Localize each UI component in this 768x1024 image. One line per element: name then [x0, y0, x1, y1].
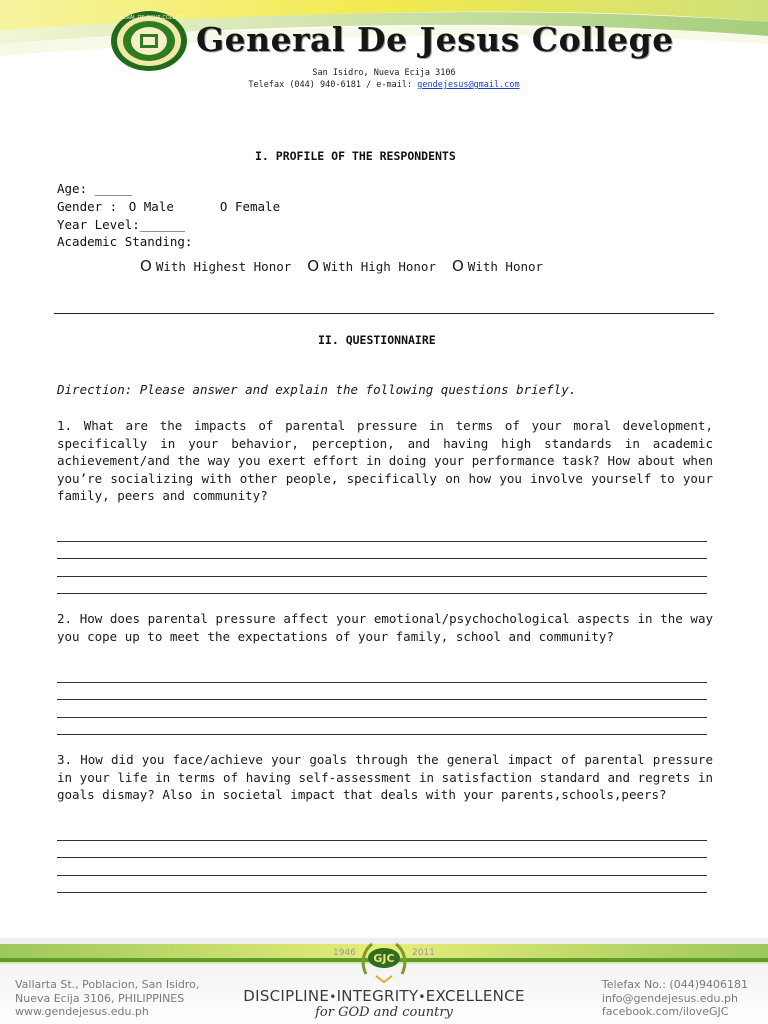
- question-1: 1. What are the impacts of parental pressure in terms of your moral development, specifically in your behavior, perception, and having high standards in academic achievement/and the way you exert effort in doing your performance task? How about when you’re socializing with other people, specifically on how you involve yourself to your family, peers and community?: [57, 418, 713, 504]
- letterhead: [0, 0, 768, 112]
- radio-circle-icon: O: [451, 257, 464, 275]
- footer-address-line: Nueva Ecija 3106, PHILIPPINES: [15, 991, 185, 1005]
- gender-option-female[interactable]: O Female: [219, 199, 281, 214]
- year-founded: 1946: [333, 948, 356, 958]
- honor-option-honor[interactable]: [452, 257, 543, 275]
- college-contact-line: [0, 80, 768, 90]
- honor-option-label: With Highest Honor: [155, 259, 292, 274]
- telefax-text: Telefax (044) 940-6181 / e-mail:: [248, 80, 418, 90]
- college-address: San Isidro, Nueva Ecija 3106: [312, 68, 456, 78]
- email-link[interactable]: gendejesus@gmail.com: [417, 80, 520, 90]
- answer-line[interactable]: [57, 559, 707, 577]
- section-questionnaire-title: II. QUESTIONNAIRE: [318, 333, 436, 347]
- motto-word: INTEGRITY: [336, 987, 419, 1005]
- footer-facebook-link[interactable]: facebook.com/iloveGJC: [601, 1005, 729, 1018]
- radio-circle-icon: O: [307, 257, 320, 275]
- radio-circle-icon: O: [140, 257, 152, 275]
- answer-line[interactable]: [57, 665, 707, 683]
- college-seal-icon: [110, 10, 188, 72]
- section-profile-title: I. PROFILE OF THE RESPONDENTS: [255, 149, 456, 163]
- gjc-badge-icon: [358, 940, 410, 984]
- honor-options: [140, 257, 543, 275]
- answer-line[interactable]: [57, 577, 707, 595]
- motto-separator: •: [329, 990, 337, 1004]
- answer-line[interactable]: [57, 718, 707, 736]
- answer-line[interactable]: [57, 524, 707, 542]
- gender-row: [57, 199, 280, 214]
- question-2: 2. How does parental pressure affect your emotional/psychochological aspects in the way you cope up to meet the expectations of your family, school and community?: [57, 611, 713, 644]
- letterhead-footer: [0, 938, 768, 1024]
- answer-line[interactable]: [57, 700, 707, 718]
- honor-option-label: With High Honor: [323, 259, 436, 274]
- college-name: General De Jesus College: [196, 20, 674, 59]
- honor-option-highest[interactable]: [140, 257, 291, 275]
- year-current: 2011: [412, 948, 435, 958]
- seal-text: GENERAL DE JESUS COLLEGE: [112, 15, 186, 21]
- footer-address-line: Vallarta St., Poblacion, San Isidro,: [15, 978, 200, 991]
- answer-lines-q2[interactable]: [57, 665, 707, 735]
- footer-website-link[interactable]: www.gendejesus.edu.ph: [15, 1005, 149, 1018]
- answer-line[interactable]: [57, 858, 707, 876]
- answer-line[interactable]: [57, 542, 707, 560]
- footer-telefax: Telefax No.: (044)9406181: [601, 978, 748, 991]
- gender-label: Gender :: [57, 199, 125, 214]
- honor-option-high[interactable]: [307, 257, 436, 275]
- footer-contact: [602, 978, 748, 1019]
- honor-option-label: With Honor: [467, 259, 544, 274]
- answer-line[interactable]: [57, 823, 707, 841]
- motto-word: EXCELLENCE: [425, 987, 525, 1005]
- motto-word: DISCIPLINE: [243, 987, 330, 1005]
- answer-lines-q3[interactable]: [57, 823, 707, 893]
- answer-line[interactable]: [57, 683, 707, 701]
- college-tagline: for GOD and country: [315, 1005, 453, 1020]
- answer-lines-q1[interactable]: [57, 524, 707, 594]
- motto-separator: •: [418, 990, 426, 1004]
- answer-line[interactable]: [57, 876, 707, 894]
- academic-standing-label: Academic Standing:: [57, 234, 193, 249]
- direction-text: Direction: Please answer and explain the following questions briefly.: [57, 382, 577, 397]
- section-divider: [54, 313, 714, 314]
- age-field-label: Age: _____: [57, 181, 133, 196]
- footer-email-link[interactable]: info@gendejesus.edu.ph: [601, 991, 738, 1005]
- gjc-badge-text: GJC: [373, 952, 395, 965]
- gender-option-male[interactable]: O Male: [128, 199, 174, 214]
- question-3: 3. How did you face/achieve your goals through the general impact of parental pressure in your life in terms of having self-assessment in satisfaction standard and regrets in goals dismay? Also in societal impact that deals with your parents,schools,peers?: [57, 752, 713, 803]
- year-level-label: Year Level:______: [57, 217, 185, 232]
- answer-line[interactable]: [57, 841, 707, 859]
